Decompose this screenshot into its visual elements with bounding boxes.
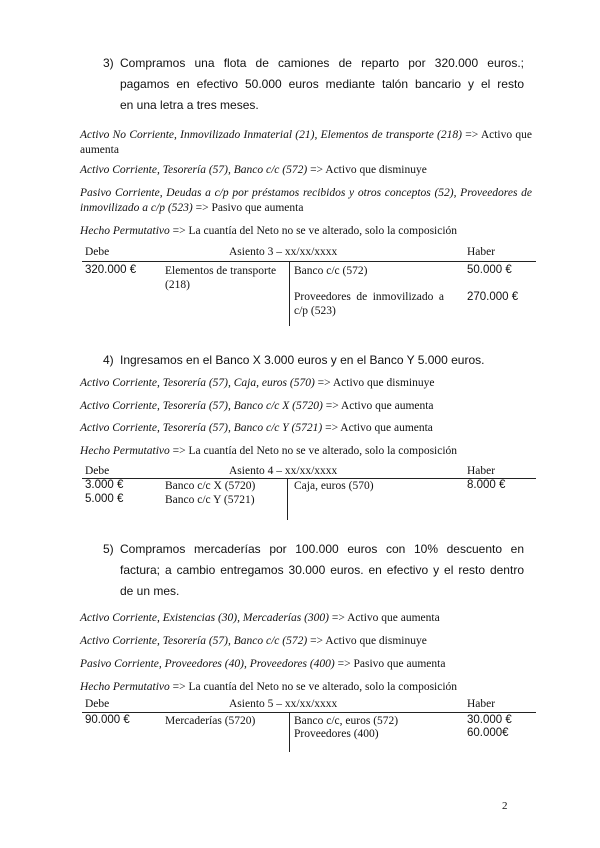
fact-note — [80, 444, 532, 459]
credit-amount: 30.000 € — [467, 714, 512, 726]
question-line: pagamos en efectivo 50.000 euros mediante talón bancario y el resto — [120, 77, 524, 91]
account-effect: => Activo que aumenta — [322, 400, 434, 412]
account-path: Activo Corriente, Tesorería (57), Banco c/c (572) — [80, 635, 308, 647]
account-note — [80, 376, 532, 391]
debit-amount: 5.000 € — [85, 493, 124, 505]
fact-effect: => La cuantía del Neto no se ve alterado, solo la composición — [169, 445, 458, 457]
question-number: 5) — [103, 542, 114, 556]
account-path: Activo Corriente, Tesorería (57), Banco c/c X (5720) — [80, 400, 323, 412]
haber-header: Haber — [467, 465, 496, 477]
credit-amount: 60.000€ — [467, 727, 509, 739]
header-divider — [82, 261, 536, 262]
haber-header: Haber — [467, 698, 496, 710]
account-note — [80, 421, 532, 436]
account-path: Activo Corriente, Tesorería (57), Caja, euros (570) — [80, 377, 315, 389]
fact-effect: => La cuantía del Neto no se ve alterado, solo la composición — [169, 681, 458, 693]
debit-amount: 320.000 € — [85, 264, 137, 276]
account-effect: => Activo que aumenta — [329, 612, 440, 624]
header-divider — [82, 712, 536, 713]
credit-account: Proveedores (400) — [294, 728, 379, 740]
credit-amount: 50.000 € — [467, 264, 512, 276]
account-effect: => Activo que aumenta — [322, 422, 433, 434]
debit-account: Banco c/c Y (5721) — [165, 494, 255, 506]
account-note — [80, 128, 532, 158]
account-effect: => Pasivo que aumenta — [334, 658, 446, 670]
credit-account: Proveedores de inmovilizado a c/p (523) — [294, 291, 444, 317]
page-number: 2 — [502, 800, 508, 812]
account-note — [80, 186, 532, 216]
entry-title: Asiento 5 – xx/xx/xxxx — [229, 698, 338, 710]
fact-type: Hecho Permutativo — [80, 681, 170, 693]
account-effect: => Activo que aumenta — [80, 129, 532, 156]
question-line: Ingresamos en el Banco X 3.000 euros y en el Banco Y 5.000 euros. — [120, 353, 485, 367]
account-effect: => Activo que disminuye — [307, 635, 427, 647]
account-note — [80, 611, 532, 626]
debe-header: Debe — [85, 465, 110, 477]
debit-amount: 3.000 € — [85, 479, 124, 491]
account-note — [80, 657, 532, 672]
question-number: 4) — [103, 353, 114, 367]
fact-note — [80, 224, 532, 239]
fact-type: Hecho Permutativo — [80, 445, 170, 457]
credit-account: Caja, euros (570) — [294, 480, 374, 492]
account-effect: => Pasivo que aumenta — [192, 202, 304, 214]
question-line: Compramos mercaderías por 100.000 euros con 10% descuento en — [120, 542, 524, 556]
entry-title: Asiento 4 – xx/xx/xxxx — [229, 465, 338, 477]
haber-header: Haber — [467, 246, 496, 258]
account-path: Activo Corriente, Tesorería (57), Banco c/c (572) — [80, 164, 308, 176]
fact-note — [80, 680, 532, 695]
account-note — [80, 399, 532, 414]
credit-amount: 270.000 € — [467, 291, 519, 303]
t-account-divider — [287, 478, 288, 520]
account-effect: => Activo que disminuye — [307, 164, 427, 176]
account-path: Pasivo Corriente, Deudas a c/p por préstamos recibidos y otros conceptos (52), Proveedores de inmovilizado a c/p (523) — [80, 187, 532, 214]
question-5 — [103, 539, 524, 602]
fact-type: Hecho Permutativo — [80, 225, 170, 237]
debit-account: Banco c/c X (5720) — [165, 480, 256, 492]
question-4 — [103, 350, 540, 371]
account-effect: => Activo que disminuye — [314, 377, 435, 389]
debit-amount: 90.000 € — [85, 714, 130, 726]
credit-account: Banco c/c, euros (572) — [294, 715, 399, 727]
debe-header: Debe — [85, 246, 110, 258]
credit-account: Banco c/c (572) — [294, 265, 368, 277]
question-line: Compramos una flota de camiones de reparto por 320.000 euros.; — [120, 56, 524, 70]
fact-effect: => La cuantía del Neto no se ve alterado, solo la composición — [169, 225, 458, 237]
question-line: en una letra a tres meses. — [120, 98, 259, 112]
question-line: factura; a cambio entregamos 30.000 euros. en efectivo y el resto dentro — [120, 563, 524, 577]
t-account-divider — [289, 261, 290, 326]
account-note — [80, 163, 532, 178]
entry-title: Asiento 3 – xx/xx/xxxx — [229, 246, 338, 258]
question-line: de un mes. — [120, 584, 180, 598]
question-number: 3) — [103, 56, 114, 70]
credit-amount: 8.000 € — [467, 479, 506, 491]
account-path: Pasivo Corriente, Proveedores (40), Proveedores (400) — [80, 658, 335, 670]
debit-account: Mercaderías (5720) — [165, 715, 256, 727]
t-account-divider — [289, 712, 290, 752]
account-path: Activo No Corriente, Inmovilizado Inmaterial (21), Elementos de transporte (218) — [80, 129, 462, 141]
account-note — [80, 634, 532, 649]
account-path: Activo Corriente, Tesorería (57), Banco c/c Y (5721) — [80, 422, 323, 434]
account-path: Activo Corriente, Existencias (30), Mercaderías (300) — [80, 612, 329, 624]
question-3 — [103, 53, 524, 116]
debit-account: Elementos de transporte (218) — [165, 265, 277, 291]
debe-header: Debe — [85, 698, 110, 710]
